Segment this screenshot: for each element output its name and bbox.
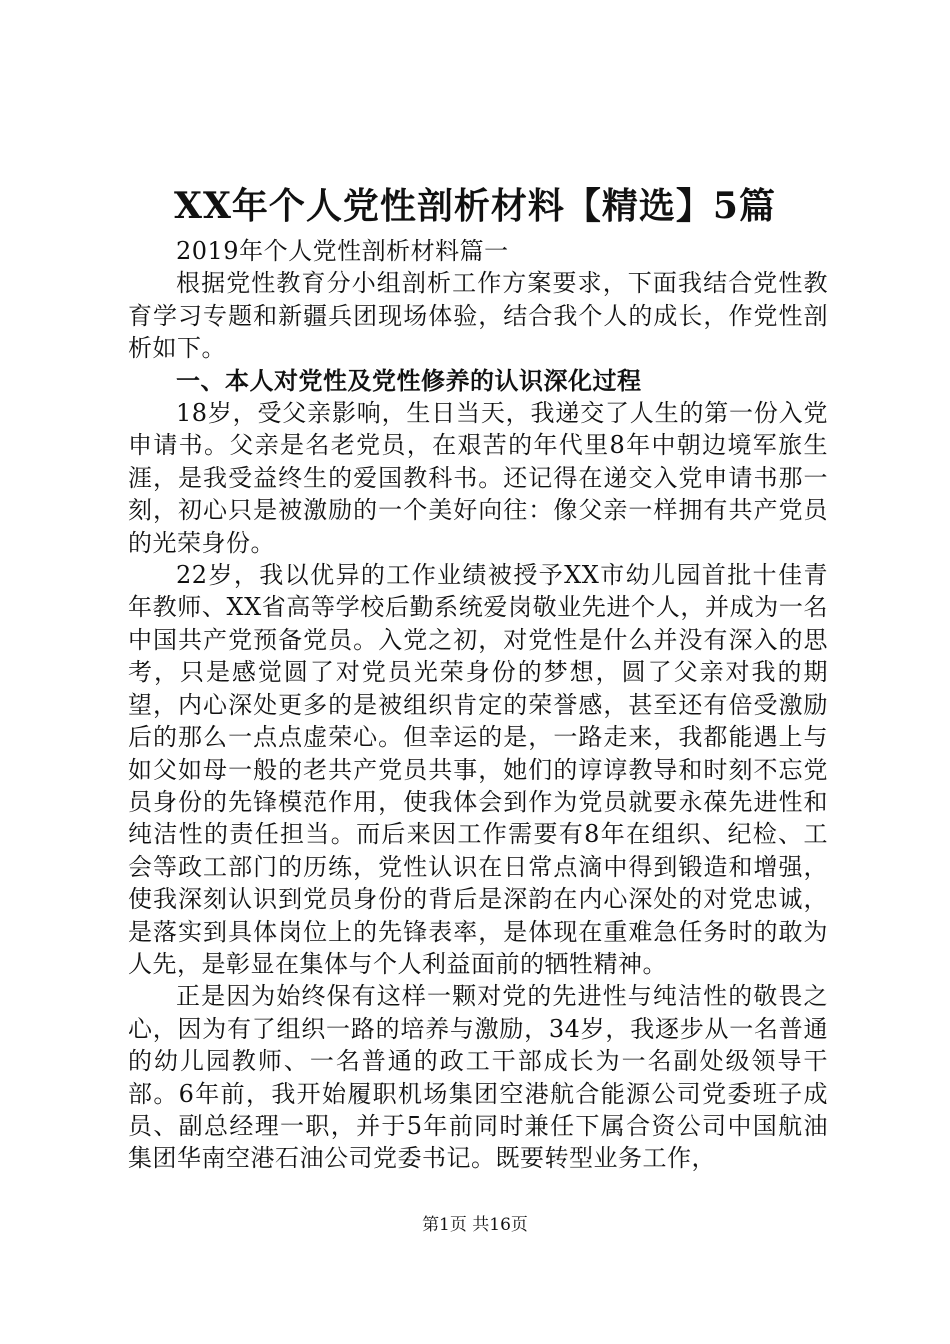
section-subtitle: 2019年个人党性剖析材料篇一 [176, 237, 509, 265]
body-paragraph: 正是因为始终保有这样一颗对党的先进性与纯洁性的敬畏之心，因为有了组织一路的培养与激励，34岁，我逐步从一名普通的幼儿园教师、一名普通的政工干部成长为一名副处级领导干部。6年前，我开始履职机场集团空港航合能源公司党委班子成员、副总经理一职，并于5年前同时兼任下属合资公司中国航油集团华南空港石油公司党委书记。既要转型业务工作， [128, 982, 828, 1173]
body-paragraph: 18岁，受父亲影响，生日当天，我递交了人生的第一份入党申请书。父亲是名老党员，在艰苦的年代里8年中朝边境军旅生涯，是我受益终生的爱国教科书。还记得在递交入党申请书那一刻，初心只是被激励的一个美好向往：像父亲一样拥有共产党员的光荣身份。 [128, 399, 828, 557]
document-title: XX年个人党性剖析材料【精选】5篇 [174, 185, 776, 227]
section-heading: 一、本人对党性及党性修养的认识深化过程 [176, 365, 642, 395]
intro-paragraph: 根据党性教育分小组剖析工作方案要求，下面我结合党性教育学习专题和新疆兵团现场体验，结合我个人的成长，作党性剖析如下。 [128, 269, 828, 363]
page-footer: 第1页 共16页 [422, 1215, 528, 1235]
document-body [128, 235, 828, 1175]
body-paragraph: 22岁，我以优异的工作业绩被授予XX市幼儿园首批十佳青年教师、XX省高等学校后勤系统爱岗敬业先进个人，并成为一名中国共产党预备党员。入党之初，对党性是什么并没有深入的思考，只是感觉圆了对党员光荣身份的梦想，圆了父亲对我的期望，内心深处更多的是被组织肯定的荣誉感，甚至还有倍受激励后的那么一点点虚荣心。但幸运的是，一路走来，我都能遇上与如父如母一般的老共产党员共事，她们的谆谆教导和时刻不忘党员身份的先锋模范作用，使我体会到作为党员就要永葆先进性和纯洁性的责任担当。而后来因工作需要有8年在组织、纪检、工会等政工部门的历练，党性认识在日常点滴中得到锻造和增强，使我深刻认识到党员身份的背后是深韵在内心深处的对党忠诚，是落实到具体岗位上的先锋表率，是体现在重难急任务时的敢为人先，是彰显在集体与个人利益面前的牺牲精神。 [128, 561, 828, 978]
